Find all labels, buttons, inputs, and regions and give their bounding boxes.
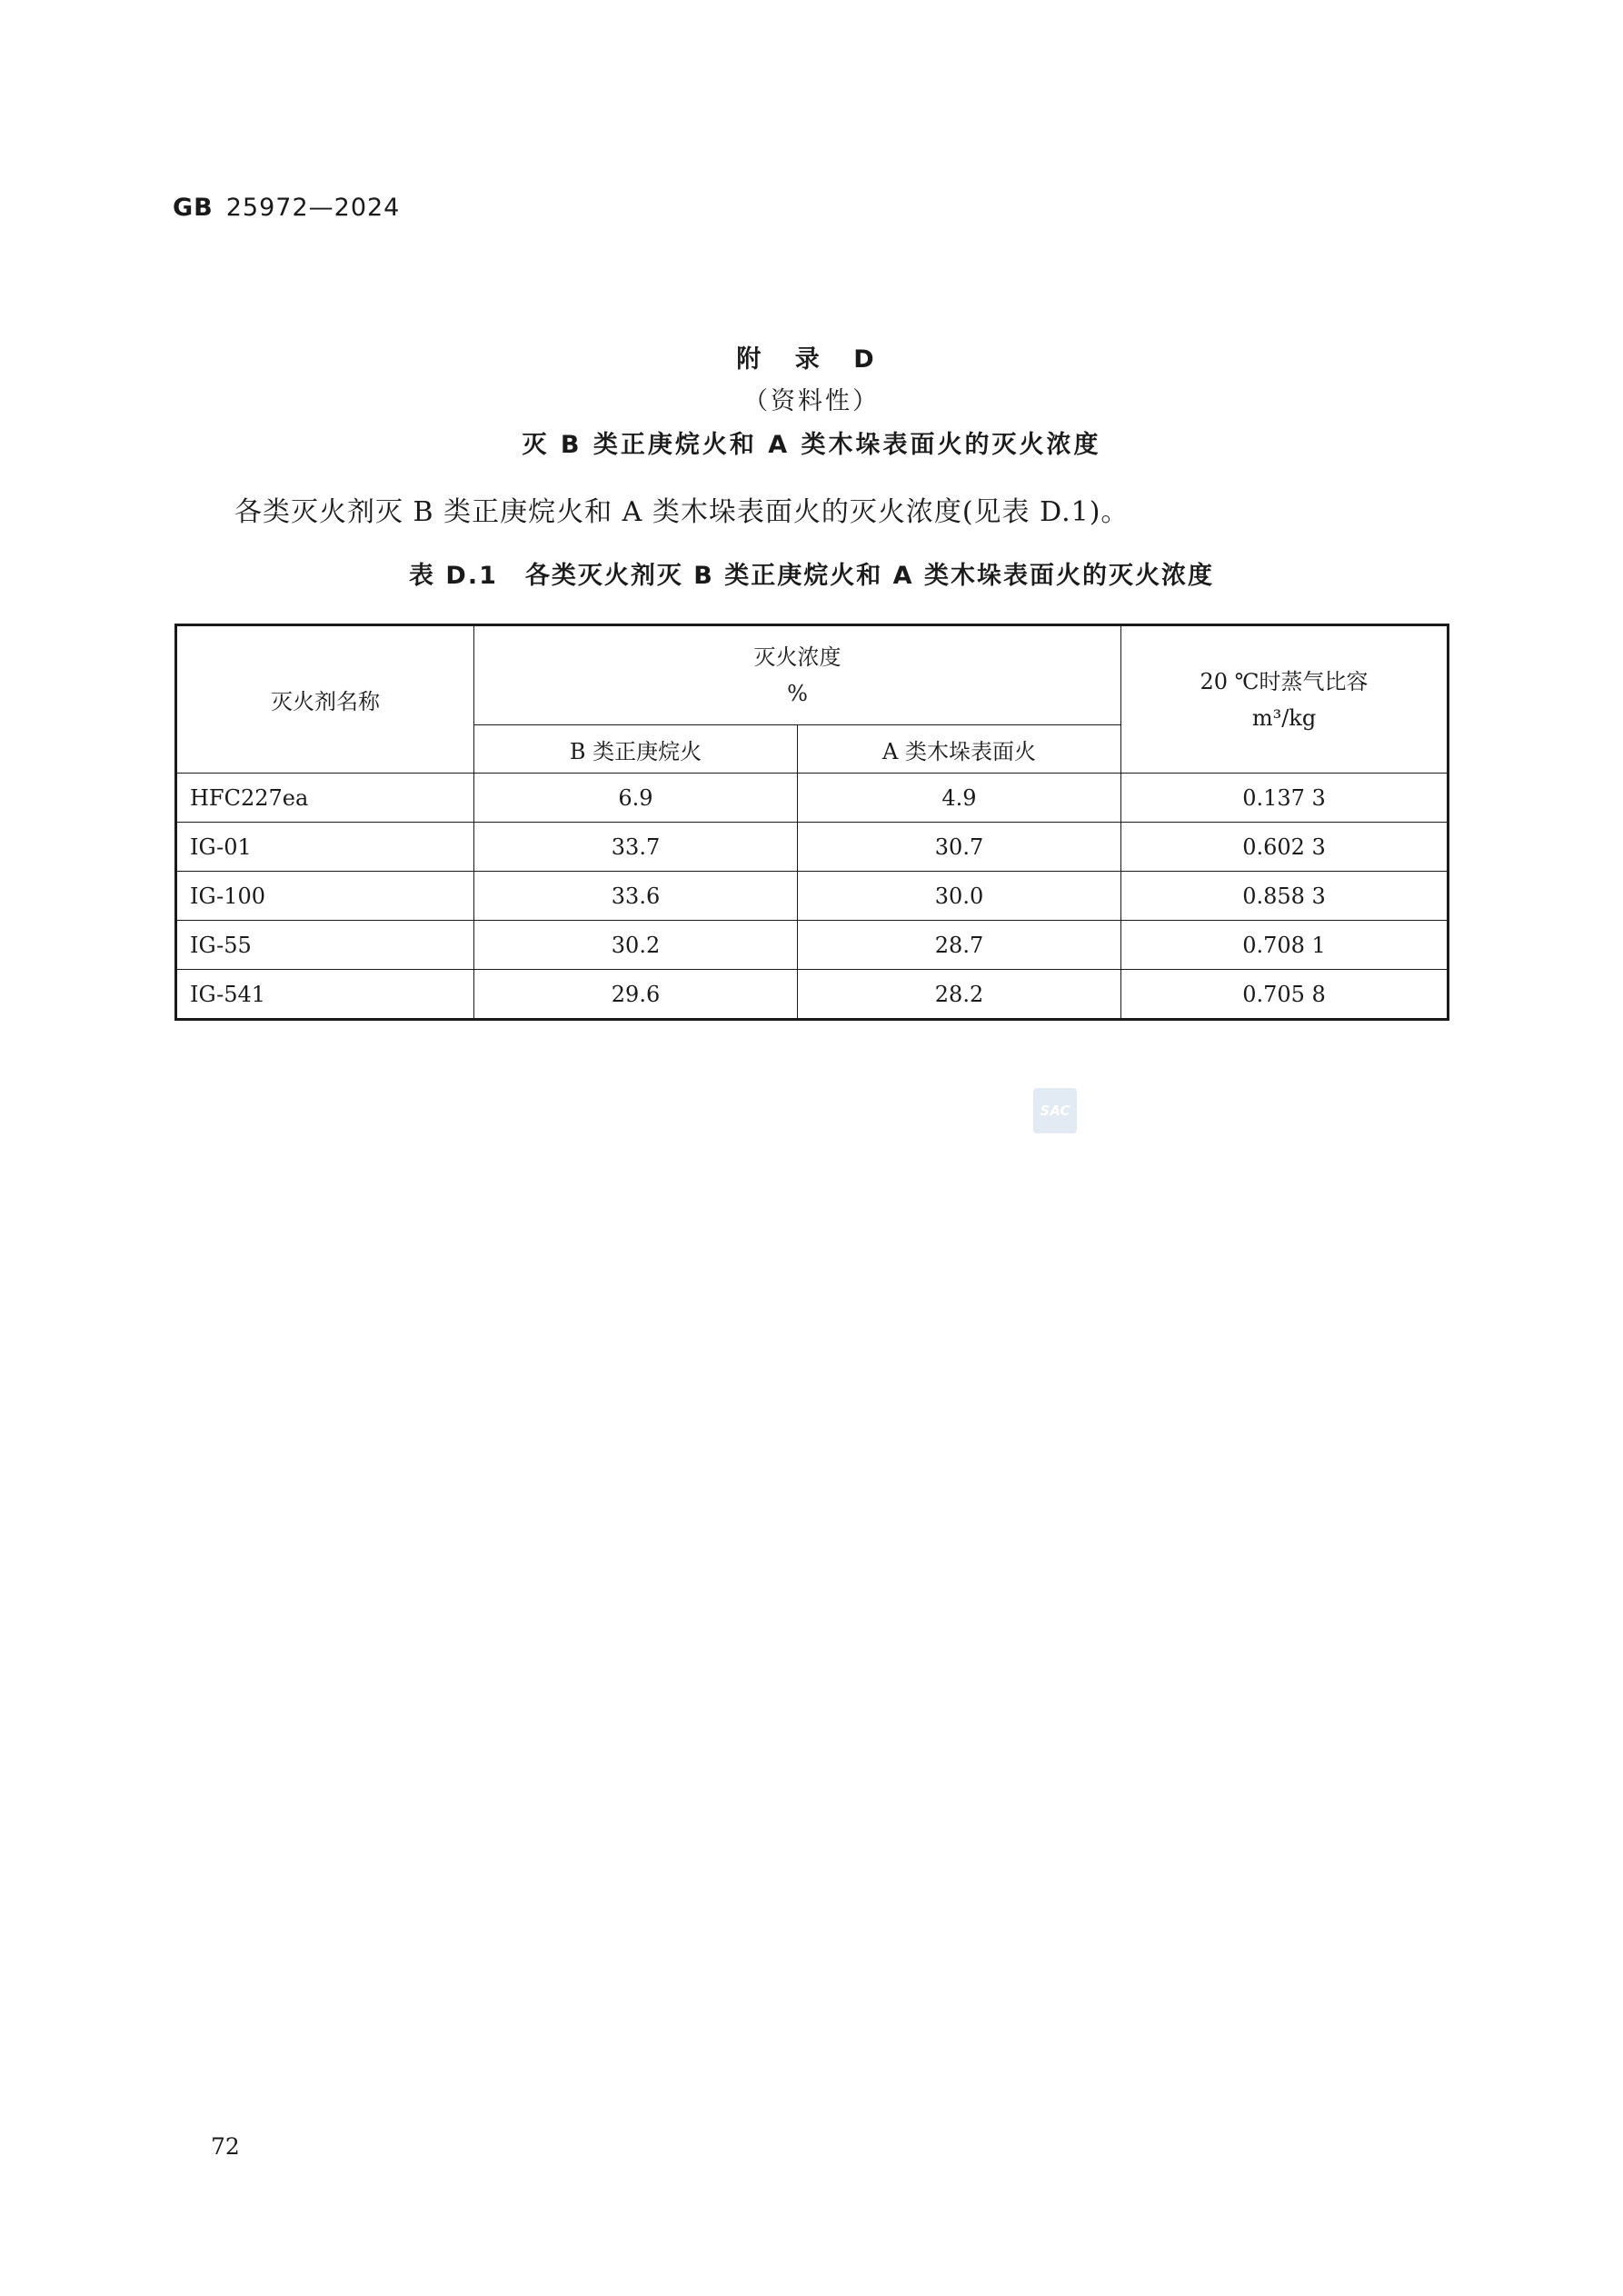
- cell-specific-volume: 0.858 3: [1121, 872, 1449, 921]
- table-row: [176, 921, 1449, 970]
- standard-prefix: GB: [173, 194, 214, 222]
- appendix-title: 附 录 D: [736, 345, 887, 374]
- cell-agent-name: IG-55: [176, 921, 474, 970]
- intro-paragraph: 各类灭火剂灭 B 类正庚烷火和 A 类木垛表面火的灭火浓度(见表 D.1)。: [234, 496, 1130, 528]
- standard-number: 25972—2024: [225, 194, 401, 222]
- cell-agent-name: HFC227ea: [176, 774, 474, 823]
- cell-specific-volume: 0.708 1: [1121, 921, 1449, 970]
- page-number: 72: [211, 2133, 240, 2160]
- cell-class-a-value: 28.2: [798, 970, 1121, 1020]
- table-row: [176, 823, 1449, 872]
- concentration-table: [174, 624, 1449, 1021]
- cell-class-a-value: 4.9: [798, 774, 1121, 823]
- cell-specific-volume: 0.602 3: [1121, 823, 1449, 872]
- cell-class-a-value: 30.0: [798, 872, 1121, 921]
- cell-agent-name: IG-541: [176, 970, 474, 1020]
- header-class-b-fire: B 类正庚烷火: [474, 725, 798, 774]
- header-specific-volume-unit: m³/kg: [1251, 704, 1317, 731]
- header-specific-volume: 20 ℃时蒸气比容 m³/kg: [1121, 625, 1449, 774]
- table-caption: [0, 555, 1623, 591]
- document-header: [173, 194, 400, 222]
- cell-class-b-value: 33.7: [474, 823, 798, 872]
- table-row: [176, 872, 1449, 921]
- cell-agent-name: IG-100: [176, 872, 474, 921]
- cell-agent-name: IG-01: [176, 823, 474, 872]
- cell-class-a-value: 28.7: [798, 921, 1121, 970]
- table-row: [176, 970, 1449, 1020]
- cell-specific-volume: 0.137 3: [1121, 774, 1449, 823]
- table-row: [176, 774, 1449, 823]
- cell-class-a-value: 30.7: [798, 823, 1121, 872]
- cell-specific-volume: 0.705 8: [1121, 970, 1449, 1020]
- cell-class-b-value: 6.9: [474, 774, 798, 823]
- header-concentration: 灭火浓度 %: [474, 625, 1121, 725]
- sac-watermark-logo: SAC: [1033, 1088, 1077, 1133]
- appendix-subject: 灭 B 类正庚烷火和 A 类木垛表面火的灭火浓度: [522, 431, 1101, 459]
- cell-class-b-value: 30.2: [474, 921, 798, 970]
- header-class-a-fire: A 类木垛表面火: [798, 725, 1121, 774]
- header-agent-name: 灭火剂名称: [176, 625, 474, 774]
- cell-class-b-value: 33.6: [474, 872, 798, 921]
- cell-class-b-value: 29.6: [474, 970, 798, 1020]
- appendix-nature: （资料性）: [743, 387, 880, 415]
- table-caption-title: 各类灭火剂灭 B 类正庚烷火和 A 类木垛表面火的灭火浓度: [524, 562, 1214, 590]
- table-caption-number: 表 D.1: [409, 562, 498, 590]
- header-concentration-unit: %: [787, 681, 808, 706]
